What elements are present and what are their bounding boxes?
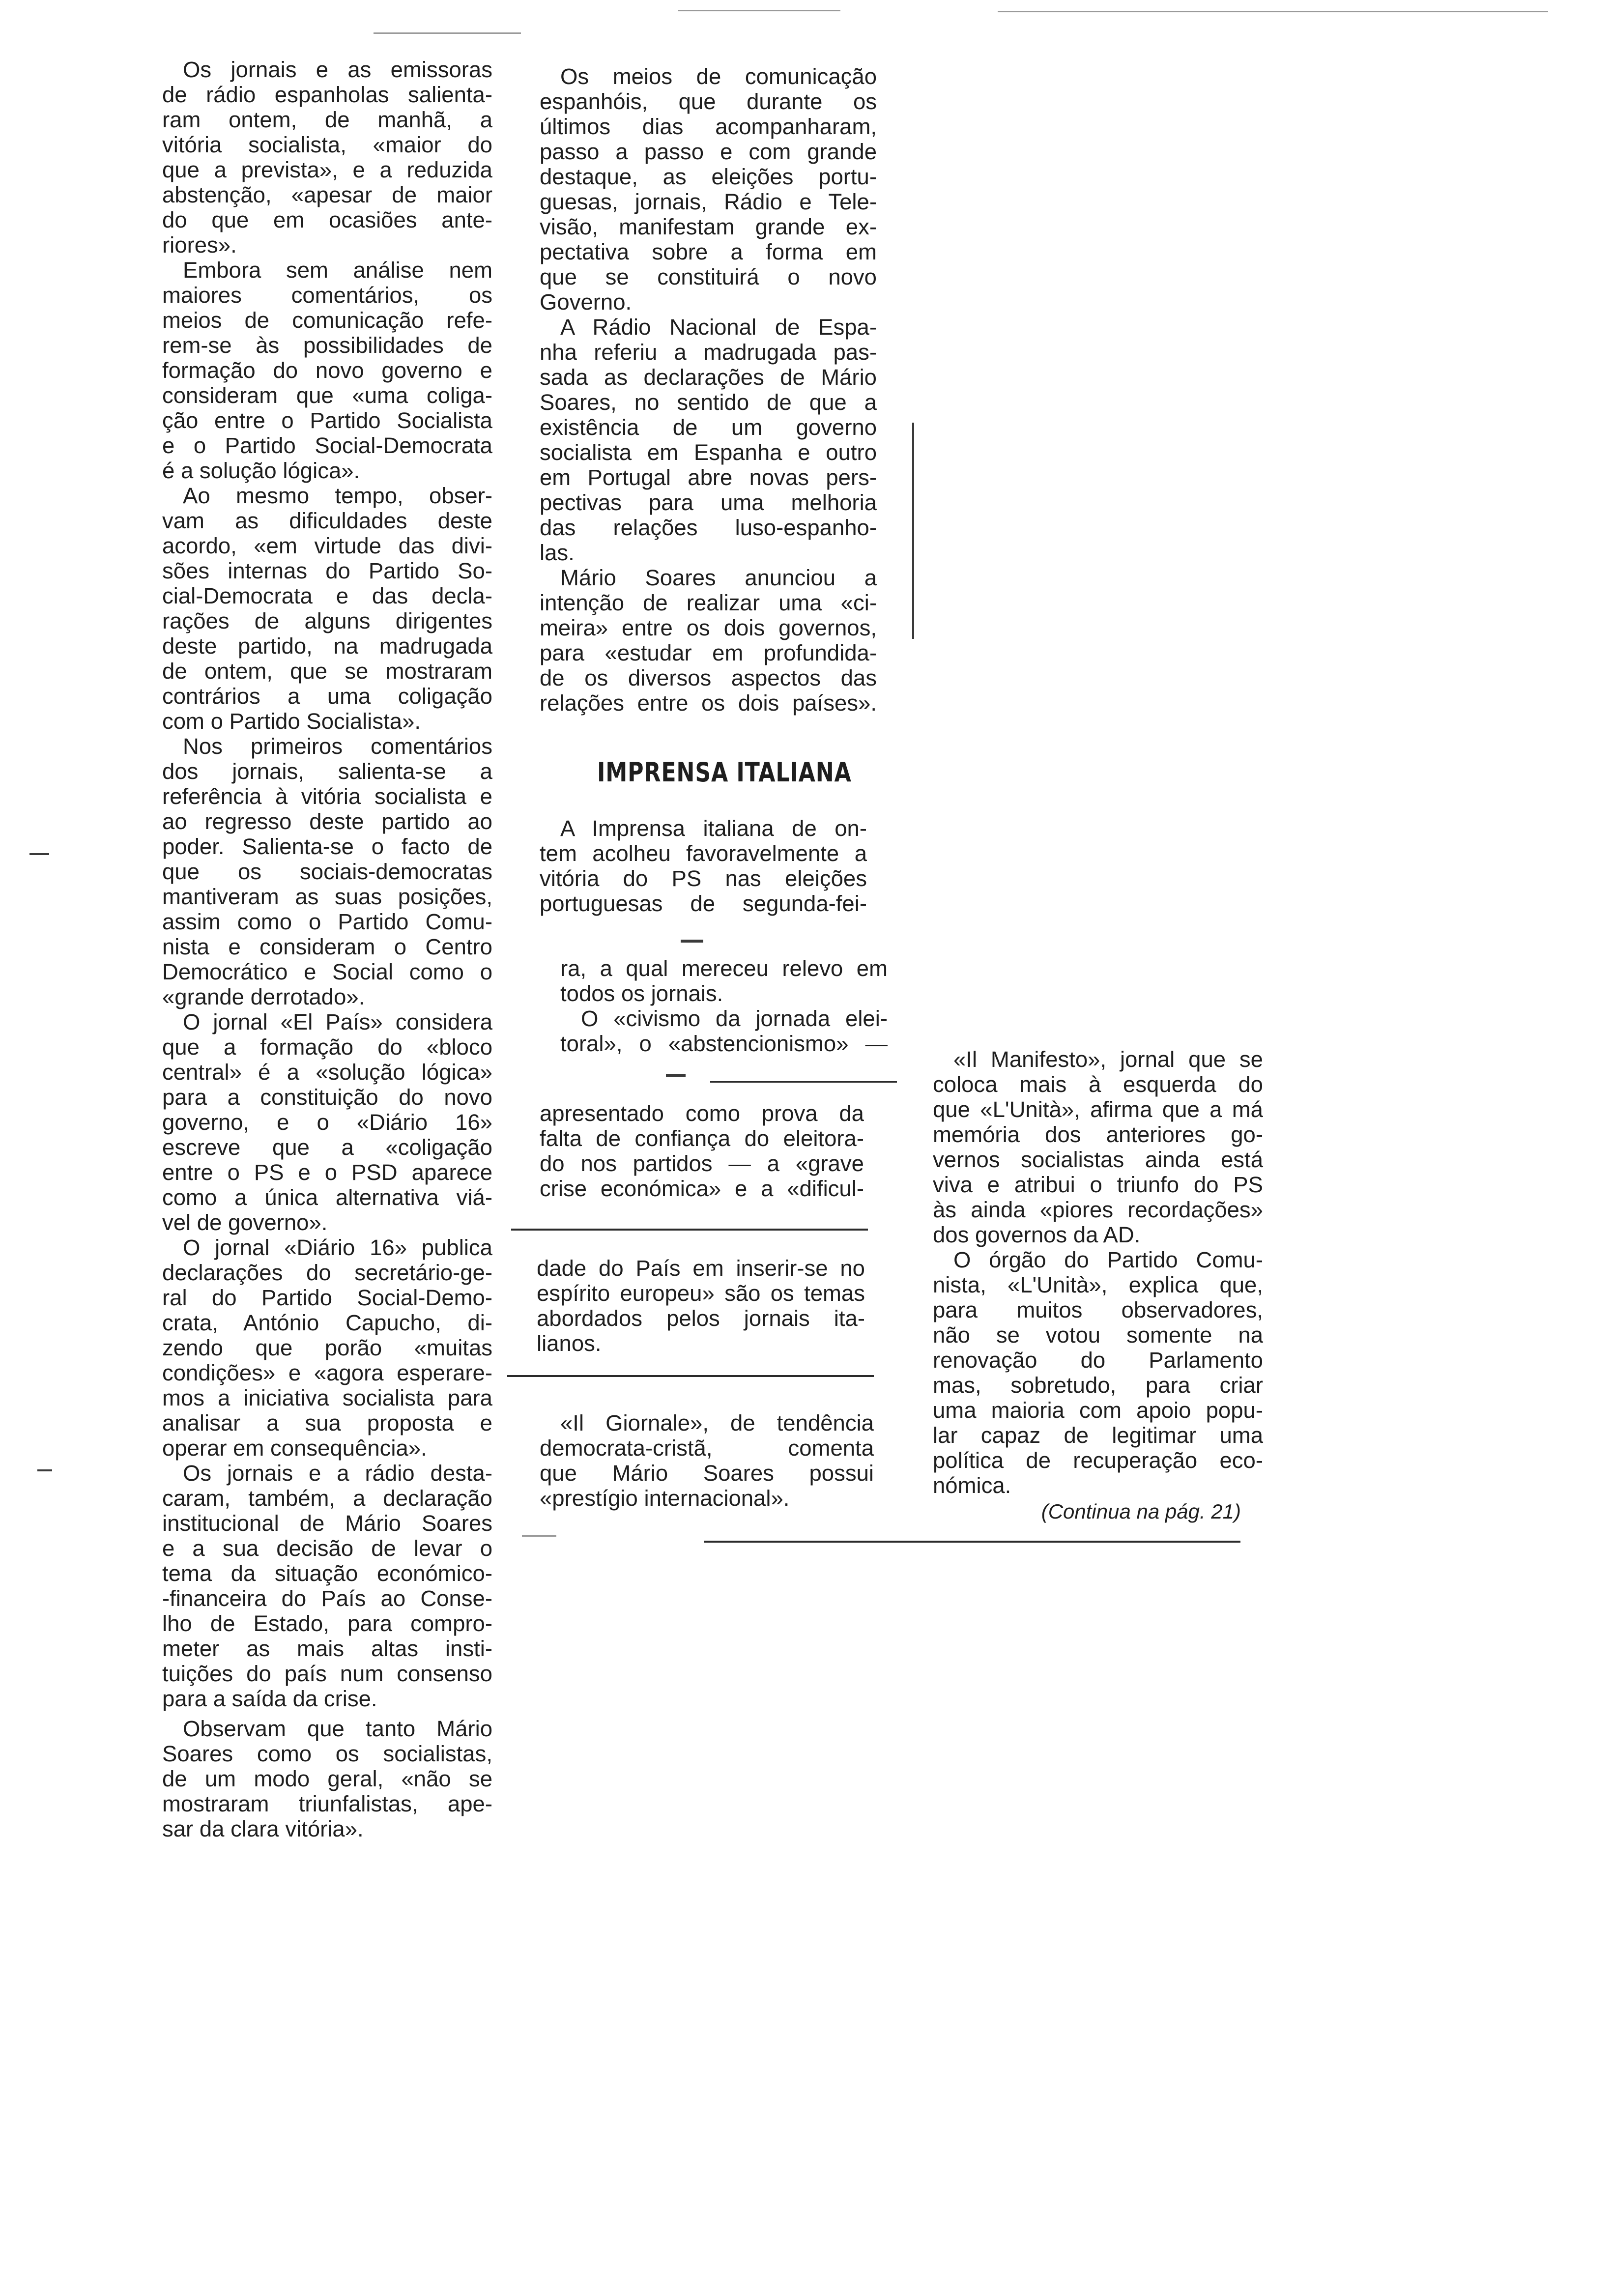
margin-mark-left-2 (37, 1469, 52, 1471)
text-line: às ainda «piores recordações» (933, 1197, 1263, 1222)
text-line: de os diversos aspectos das (540, 665, 877, 690)
text-line: vitória do PS nas eleições (540, 866, 867, 891)
divider-rule (511, 1229, 868, 1231)
text-line: todos os jornais. (560, 981, 723, 1006)
italy-block-d (537, 1256, 865, 1356)
text-line: e o Partido Social-Democrata (162, 433, 492, 458)
text-line: de ontem, que se mostraram (162, 659, 492, 684)
text-line: existência de um governo (540, 415, 877, 440)
text-line: ram ontem, de manhã, a (162, 107, 492, 132)
text-line: A Rádio Nacional de Espa- (560, 315, 877, 340)
column-3 (933, 1047, 1263, 1498)
text-line: como a única alternativa viá- (162, 1185, 492, 1210)
text-line: crata, António Capucho, di- (162, 1310, 492, 1335)
text-line: ral do Partido Social-Demo- (162, 1285, 492, 1310)
margin-mark-left (29, 853, 49, 855)
text-line: mantiveram as suas posições, (162, 884, 492, 909)
text-line: Mário Soares anunciou a (560, 565, 877, 590)
text-line: pectivas para uma melhoria (540, 490, 877, 515)
text-line: vam as dificuldades deste (162, 508, 492, 533)
divider-rule (507, 1375, 874, 1377)
text-line: uma maioria com apoio popu- (933, 1398, 1263, 1423)
text-line: que a prevista», e a reduzida (162, 157, 492, 182)
text-line: «Il Manifesto», jornal que se (953, 1047, 1263, 1072)
text-line: O jornal «Diário 16» publica (183, 1235, 492, 1260)
text-line: formação do novo governo e (162, 358, 492, 383)
text-line: para muitos observadores, (933, 1297, 1263, 1322)
text-line: zendo que porão «muitas (162, 1335, 492, 1360)
text-line: espanhóis, que durante os (540, 89, 877, 114)
text-line: O «civismo da jornada elei- (581, 1006, 888, 1031)
text-line: abstenção, «apesar de maior (162, 182, 492, 207)
text-line: central» é a «solução lógica» (162, 1060, 492, 1085)
text-line: governo, e o «Diário 16» (162, 1110, 492, 1135)
text-line: visão, manifestam grande ex- (540, 214, 877, 239)
text-line: pectativa sobre a forma em (540, 239, 877, 264)
text-line: memória dos anteriores go- (933, 1122, 1263, 1147)
text-line: relações entre os dois países». (540, 690, 877, 716)
text-line: nista, «L'Unità», explica que, (933, 1272, 1263, 1297)
text-line: condições» e «agora esperare- (162, 1360, 492, 1385)
text-line: tema da situação económico- (162, 1561, 492, 1586)
text-line: do nos partidos — a «grave (540, 1151, 864, 1176)
text-line: rações de alguns dirigentes (162, 608, 492, 633)
text-line: O jornal «El País» considera (183, 1009, 492, 1034)
text-line: meios de comunicação refe- (162, 308, 492, 333)
text-line: O órgão do Partido Comu- (953, 1247, 1263, 1272)
text-line: das relações luso-espanho- (540, 515, 877, 540)
text-line: Observam que tanto Mário (183, 1716, 492, 1741)
text-line: dos jornais, salienta-se a (162, 759, 492, 784)
text-line: A Imprensa italiana de on- (560, 816, 867, 841)
text-line: de um modo geral, «não se (162, 1766, 492, 1791)
text-line: falta de confiança do eleitora- (540, 1126, 864, 1151)
text-line: ao regresso deste partido ao (162, 809, 492, 834)
text-line: que «L'Unità», afirma que a má (933, 1097, 1263, 1122)
text-line: política de recuperação eco- (933, 1448, 1263, 1473)
text-line: dos governos da AD. (933, 1222, 1141, 1247)
text-line: Os jornais e a rádio desta- (183, 1461, 492, 1486)
text-line: lho de Estado, para compro- (162, 1611, 492, 1636)
text-line: -financeira do País ao Conse- (162, 1586, 492, 1611)
text-line: meira» entre os dois governos, (540, 615, 877, 640)
text-line: toral», o «abstencionismo» — (560, 1031, 888, 1056)
text-line: intenção de realizar uma «ci- (540, 590, 877, 615)
text-line: analisar a sua proposta e (162, 1410, 492, 1435)
text-line: para «estudar em profundida- (540, 640, 877, 665)
text-line: Governo. (540, 289, 632, 315)
text-line: «grande derrotado». (162, 984, 365, 1009)
text-line: caram, também, a declaração (162, 1486, 492, 1511)
text-line: deste partido, na madrugada (162, 633, 492, 659)
scan-mark (522, 1535, 556, 1537)
section-heading-imprensa-italiana: IMPRENSA ITALIANA (597, 757, 852, 788)
text-line: que Mário Soares possui (540, 1461, 874, 1486)
text-line: referência à vitória socialista e (162, 784, 492, 809)
text-line: institucional de Mário Soares (162, 1511, 492, 1536)
text-line: guesas, jornais, Rádio e Tele- (540, 189, 877, 214)
text-line: vernos socialistas ainda está (933, 1147, 1263, 1172)
text-line: sar da clara vitória». (162, 1816, 364, 1841)
text-line: não se votou somente na (933, 1322, 1263, 1348)
divider-rule (710, 1081, 897, 1083)
text-line: acordo, «em virtude das divi- (162, 533, 492, 558)
text-line: do que em ocasiões ante- (162, 207, 492, 232)
text-line: viva e atribui o triunfo do PS (933, 1172, 1263, 1197)
text-line: abordados pelos jornais ita- (537, 1306, 865, 1331)
scan-mark-top-1 (374, 32, 521, 34)
text-line: tem acolheu favoravelmente a (540, 841, 867, 866)
continuation-text: (Continua na pág. 21) (1041, 1500, 1241, 1523)
text-line: lar capaz de legitimar uma (933, 1423, 1263, 1448)
text-line: tuições do país num consenso (162, 1661, 492, 1686)
dash-mark (681, 940, 703, 943)
text-line: que os sociais-democratas (162, 859, 492, 884)
text-line: espírito europeu» são os temas (537, 1281, 865, 1306)
text-line: Ao mesmo tempo, obser- (183, 483, 492, 508)
text-line: Os jornais e as emissoras (183, 57, 492, 82)
text-line: portuguesas de segunda-fei- (540, 891, 867, 916)
text-line: nha referiu a madrugada pas- (540, 340, 877, 365)
text-line: mos a iniciativa socialista para (162, 1385, 492, 1410)
text-line: contrários a uma coligação (162, 684, 492, 709)
text-line: entre o PS e o PSD aparece (162, 1160, 492, 1185)
text-line: escreve que a «coligação (162, 1135, 492, 1160)
text-line: «Il Giornale», de tendência (560, 1410, 874, 1435)
text-line: maiores comentários, os (162, 283, 492, 308)
text-line: cial-Democrata e das decla- (162, 583, 492, 608)
text-line: meter as mais altas insti- (162, 1636, 492, 1661)
text-line: Nos primeiros comentários (183, 734, 492, 759)
text-line: Soares, no sentido de que a (540, 390, 877, 415)
column-1 (162, 57, 492, 1841)
text-line: operar em consequência». (162, 1435, 427, 1461)
scan-mark-top-3 (998, 11, 1548, 12)
text-line: destaque, as eleições portu- (540, 164, 877, 189)
text-line: Democrático e Social como o (162, 959, 492, 984)
text-line: socialista em Espanha e outro (540, 440, 877, 465)
text-line: assim como o Partido Comu- (162, 909, 492, 934)
text-line: riores». (162, 232, 237, 258)
text-line: sões internas do Partido So- (162, 558, 492, 583)
column-2 (540, 64, 877, 716)
text-line: coloca mais à esquerda do (933, 1072, 1263, 1097)
text-line: que a formação do «bloco (162, 1034, 492, 1060)
divider-rule (704, 1541, 1240, 1543)
italy-block-c (540, 1101, 864, 1201)
text-line: nómica. (933, 1473, 1011, 1498)
text-line: «prestígio internacional». (540, 1486, 790, 1511)
text-line: é a solução lógica». (162, 458, 360, 483)
text-line: declarações do secretário-ge- (162, 1260, 492, 1285)
text-line: Embora sem análise nem (183, 258, 492, 283)
text-line: em Portugal abre novas pers- (540, 465, 877, 490)
text-line: vitória socialista, «maior do (162, 132, 492, 157)
text-line: crise económica» e a «dificul- (540, 1176, 864, 1201)
text-line: sada as declarações de Mário (540, 365, 877, 390)
text-line: mas, sobretudo, para criar (933, 1373, 1263, 1398)
text-line: consideram que «uma coliga- (162, 383, 492, 408)
text-line: lianos. (537, 1331, 602, 1356)
text-line: para a saída da crise. (162, 1686, 377, 1711)
text-line: ra, a qual mereceu relevo em (560, 956, 888, 981)
column-edge-mark (912, 423, 914, 639)
dash-mark (666, 1074, 686, 1077)
text-line: e a sua decisão de levar o (162, 1536, 492, 1561)
italy-block-e (540, 1410, 874, 1511)
text-line: últimos dias acompanharam, (540, 114, 877, 139)
italy-block-a (540, 816, 867, 916)
text-line: democrata-cristã, comenta (540, 1435, 874, 1461)
text-line: mostraram triunfalistas, ape- (162, 1791, 492, 1816)
text-line: nista e consideram o Centro (162, 934, 492, 959)
text-line: dade do País em inserir-se no (537, 1256, 865, 1281)
scan-mark-top-2 (678, 10, 840, 11)
text-line: las. (540, 540, 575, 565)
text-line: para a constituição do novo (162, 1085, 492, 1110)
text-line: renovação do Parlamento (933, 1348, 1263, 1373)
text-line: com o Partido Socialista». (162, 709, 421, 734)
italy-block-b (560, 956, 888, 1056)
text-line: Soares como os socialistas, (162, 1741, 492, 1766)
text-line: que se constituirá o novo (540, 264, 877, 289)
text-line: de rádio espanholas salienta- (162, 82, 492, 107)
text-line: rem-se às possibilidades de (162, 333, 492, 358)
text-line: Os meios de comunicação (560, 64, 877, 89)
text-line: apresentado como prova da (540, 1101, 864, 1126)
text-line: ção entre o Partido Socialista (162, 408, 492, 433)
text-line: vel de governo». (162, 1210, 328, 1235)
text-line: poder. Salienta-se o facto de (162, 834, 492, 859)
continuation-note (1005, 1499, 1241, 1524)
text-line: passo a passo e com grande (540, 139, 877, 164)
